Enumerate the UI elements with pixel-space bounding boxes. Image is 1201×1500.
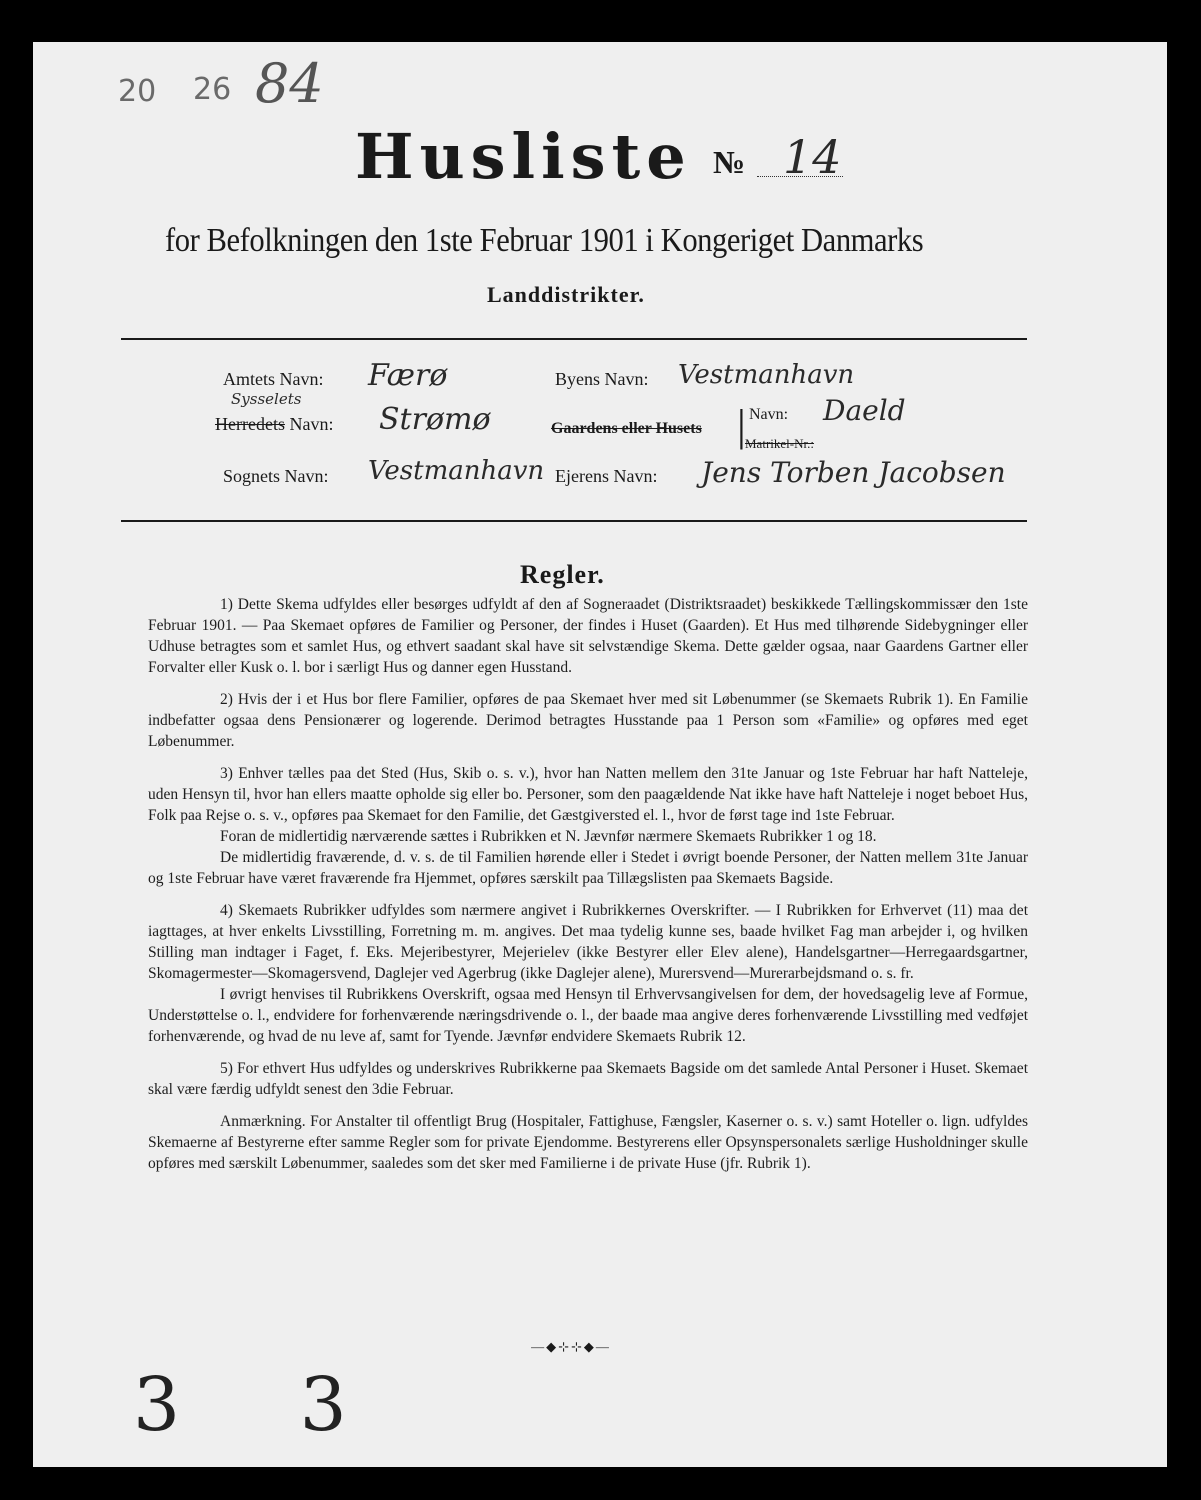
- pencil-number-20: 20: [118, 74, 157, 109]
- amtets-label: Amtets Navn:: [223, 369, 324, 389]
- rule-1: 1) Dette Skema udfyldes eller besørges udfyldt af den af Sogneraadet (Distriktsraadet) beskikkede Tællingskommissær den 1ste Februar 1901. — Paa Skemaet opføres de Familier og Personer, der findes i Huset (Gaarden). Et Hus med tilhørende Sidebygninger eller Udhuse betragtes som et samlet Hus, og ethvert saadant skal have sit selvstændige Skema. Dette gælder ogsaa, naar Gaardens Gartner eller Forvalter eller Kusk o. l. bor i særligt Hus og danner egen Husstand.: [148, 596, 1028, 676]
- pencil-number-26: 26: [193, 72, 232, 107]
- rule-4-continued: I øvrigt henvises til Rubrikkens Overskrift, ogsaa med Hensyn til Erhvervsangivelsen for dem, der hovedsagelig leve af Formue, Understøttelse o. l., endvidere for forhenværende næringsdrivende o. l., der baade maa angive deres forhenværende Livsstilling med vedføjet forhenværende, og hvad de nu leve af, samt for Tyende. Jævnfør endvidere Skemaets Rubrik 12.: [148, 986, 1028, 1045]
- byens-label: Byens Navn:: [555, 369, 649, 389]
- gaardens-label: Gaardens eller Husets: [551, 420, 702, 437]
- rule-5: 5) For ethvert Hus udfyldes og underskrives Rubrikkerne paa Skemaets Bagside om det samlede Antal Personer i Huset. Skemaet skal være færdig udfyldt senest den 3die Februar.: [148, 1060, 1028, 1098]
- amtets-value: Færø: [368, 358, 448, 393]
- pencil-number-84: 84: [255, 52, 324, 115]
- matrikel-label: Matrikel-Nr.:: [745, 436, 814, 451]
- navn-label: Navn:: [749, 406, 789, 423]
- herredets-label: Herredets Navn:: [215, 414, 334, 434]
- herredets-correction: Sysselets: [231, 390, 302, 408]
- top-divider: [121, 338, 1027, 340]
- rule-3: 3) Enhver tælles paa det Sted (Hus, Skib o. s. v.), hvor han Natten mellem den 31te Januar og 1ste Februar har haft Natteleje, uden Hensyn til, hvor han ellers maatte opholde sig eller bo. Personer, som den paagældende Nat ikke have haft Natteleje i noget beboet Hus, Folk paa Rejse o. s. v., opføres paa Skemaet for den Familie, det Gæstgiversted el. l., hvor de først tage ind 1ste Februar.: [148, 765, 1028, 824]
- sognets-value: Vestmanhavn: [368, 456, 545, 486]
- byens-value: Vestmanhavn: [678, 360, 855, 390]
- rule-3-absent: De midlertidig fraværende, d. v. s. de til Familien hørende eller i Stedet i øvrigt boende Personer, der Natten mellem 31te Januar og 1ste Februar have været fraværende fra Hjemmet, opføres særskilt paa Tillægslisten paa Skemaets Bagside.: [148, 849, 1028, 887]
- rule-3-note-n: Foran de midlertidig nærværende sættes i Rubrikken et N. Jævnfør nærmere Skemaets Rubrikker 1 og 18.: [220, 828, 877, 845]
- house-number: 14: [783, 130, 842, 184]
- ejerens-value: Jens Torben Jacobsen: [701, 456, 1006, 489]
- rule-2: 2) Hvis der i et Hus bor flere Familier, opføres de paa Skemaet hver med sit Løbenummer (se Skemaets Rubrik 1). En Familie indbefatter ogsaa dens Pensionærer og logerende. Derimod betragtes Husstande paa 1 Person som «Familie» og opføres med eget Løbenummer.: [148, 691, 1028, 750]
- census-form-page: [33, 42, 1167, 1467]
- page-title: Husliste: [355, 120, 692, 193]
- rules-note: Anmærkning. For Anstalter til offentligt Brug (Hospitaler, Fattighuse, Fængsler, Kaserner o. s. v.) samt Hoteller o. lign. udfyldes Skemaerne af Bestyrerne efter samme Regler som for private Ejendomme. Bestyrerens eller Opsynspersonalets særlige Husholdninger skulle opføres med særskilt Løbenummer, saaledes som det sker med Familierne i de private Huse (jfr. Rubrik 1).: [148, 1113, 1028, 1172]
- rules-heading: Regler.: [520, 560, 605, 589]
- number-dotted-line: [757, 176, 843, 177]
- district-heading: Landdistrikter.: [487, 282, 645, 307]
- number-sign: №: [713, 144, 746, 180]
- field-brace: |: [737, 401, 746, 450]
- herredets-value: Strømø: [379, 402, 491, 437]
- ornament-divider: —◆⊹⊹◆—: [531, 1339, 611, 1354]
- bottom-divider: [121, 520, 1027, 522]
- sognets-label: Sognets Navn:: [223, 466, 329, 486]
- subtitle: for Befolkningen den 1ste Februar 1901 i Kongeriget Danmarks: [165, 222, 924, 259]
- footer-pencil-number: 3 3: [133, 1362, 395, 1448]
- rule-4: 4) Skemaets Rubrikker udfyldes som nærmere angivet i Rubrikkernes Overskrifter. — I Rubrikken for Erhvervet (11) maa det iagttages, at hver enkelts Livsstilling, Forretning m. m. angives. Det maa tydelig kunne ses, baade hvilket Fag man arbejder i, og hvilken Stilling man indtager i Faget, f. Eks. Mejeribestyrer, Mejerielev (ikke Bestyrer eller Elev alene), Handelsgartner—Herregaardsgartner, Skomagermester—Skomagersvend, Daglejer ved Agerbrug (ikke Daglejer alene), Murersvend—Murerarbejdsmand o. s. fr.: [148, 902, 1028, 982]
- rules-text: [148, 594, 1028, 1185]
- gaard-navn-value: Daeld: [823, 394, 906, 427]
- ejerens-label: Ejerens Navn:: [555, 466, 658, 486]
